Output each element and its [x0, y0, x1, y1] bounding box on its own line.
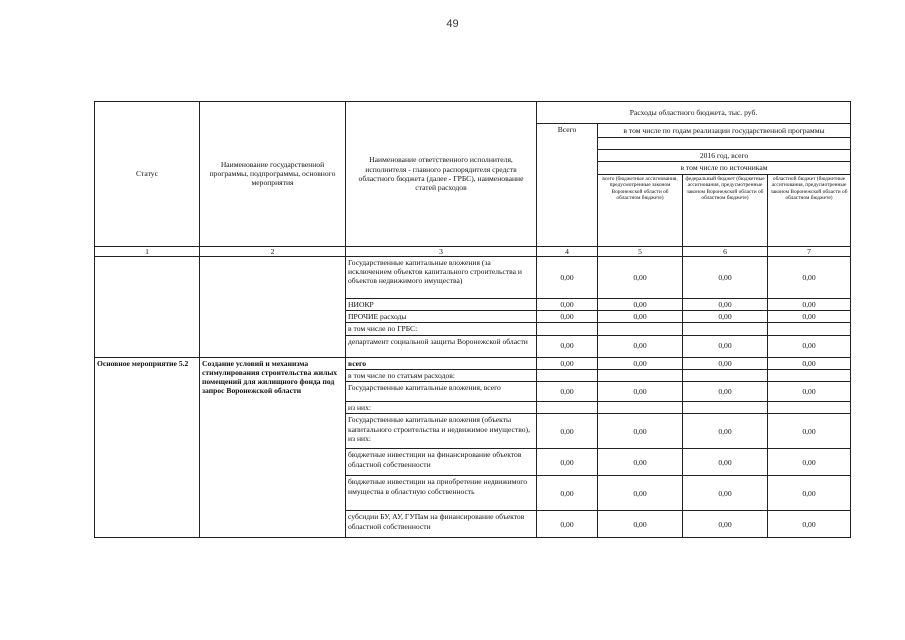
page-number: 49	[446, 18, 459, 30]
row-label: Государственные капитальные вложения (за исключением объектов капитального строительства и объектов недвижимого имущества)	[346, 256, 537, 298]
value-cell: 0,00	[598, 256, 683, 298]
row-label: из них:	[346, 402, 537, 414]
table-row	[95, 357, 851, 369]
header-source-oblast: областной бюджет (бюджетные ассигнования, предусмотренные законом Воронежской области об областном бюджете)	[768, 174, 851, 246]
value-cell: 0,00	[768, 357, 851, 369]
value-cell	[598, 323, 683, 335]
value-cell	[683, 369, 768, 381]
value-cell	[598, 402, 683, 414]
value-cell: 0,00	[768, 298, 851, 310]
value-cell: 0,00	[683, 311, 768, 323]
value-cell: 0,00	[537, 511, 598, 538]
status-cell-empty	[95, 256, 200, 357]
value-cell: 0,00	[768, 414, 851, 449]
header-program: Наименование государственной программы, подпрограммы, основного мероприятия	[200, 102, 346, 247]
value-cell: 0,00	[598, 357, 683, 369]
column-number: 5	[598, 246, 683, 256]
value-cell: 0,00	[683, 382, 768, 402]
header-year: 2016 год, всего	[598, 150, 851, 162]
row-label: бюджетные инвестиции на финансирование объектов областной собственности	[346, 449, 537, 476]
value-cell: 0,00	[598, 382, 683, 402]
value-cell: 0,00	[768, 256, 851, 298]
row-label: в том числе по статьям расходов:	[346, 369, 537, 381]
status-cell: Основное мероприятие 5.2	[95, 357, 200, 538]
value-cell	[683, 402, 768, 414]
header-status: Статус	[95, 102, 200, 247]
value-cell: 0,00	[537, 414, 598, 449]
row-label: всего	[346, 357, 537, 369]
value-cell	[768, 402, 851, 414]
value-cell: 0,00	[768, 382, 851, 402]
value-cell: 0,00	[598, 414, 683, 449]
value-cell: 0,00	[768, 311, 851, 323]
value-cell	[537, 369, 598, 381]
column-number: 2	[200, 246, 346, 256]
value-cell: 0,00	[537, 256, 598, 298]
header-source-total: всего (бюджетные ассигнования, предусмотренные законом Воронежской области об областном бюджете)	[598, 174, 683, 246]
value-cell: 0,00	[683, 256, 768, 298]
value-cell: 0,00	[598, 476, 683, 511]
value-cell: 0,00	[683, 476, 768, 511]
column-number: 7	[768, 246, 851, 256]
value-cell: 0,00	[537, 298, 598, 310]
value-cell	[537, 402, 598, 414]
value-cell	[768, 369, 851, 381]
row-label: в том числе по ГРБС:	[346, 323, 537, 335]
value-cell: 0,00	[598, 449, 683, 476]
header-source-federal: федеральный бюджет (бюджетные ассигнования, предусмотренные законом Воронежской области об областном бюджете)	[683, 174, 768, 246]
value-cell: 0,00	[683, 335, 768, 357]
value-cell	[683, 323, 768, 335]
value-cell	[537, 323, 598, 335]
row-label: Государственные капитальные вложения, всего	[346, 382, 537, 402]
value-cell: 0,00	[768, 511, 851, 538]
value-cell: 0,00	[683, 449, 768, 476]
value-cell	[598, 369, 683, 381]
value-cell: 0,00	[598, 311, 683, 323]
value-cell: 0,00	[537, 382, 598, 402]
value-cell	[768, 323, 851, 335]
value-cell: 0,00	[683, 414, 768, 449]
row-label: департамент социальной защиты Воронежской области	[346, 335, 537, 357]
header-executor: Наименование ответственного исполнителя, исполнителя - главного распорядителя средств областного бюджета (далее - ГРБС), наименование статей расходов	[346, 102, 537, 247]
value-cell: 0,00	[537, 476, 598, 511]
row-label: НИОКР	[346, 298, 537, 310]
program-cell-empty	[200, 256, 346, 357]
header-spacer	[598, 138, 851, 150]
row-label: бюджетные инвестиции на приобретение недвижимого имущества в областную собственность	[346, 476, 537, 511]
value-cell: 0,00	[537, 357, 598, 369]
value-cell: 0,00	[537, 449, 598, 476]
row-label: субсидии БУ, АУ, ГУПам на финансирование объектов областной собственности	[346, 511, 537, 538]
header-total: Всего	[537, 124, 598, 247]
value-cell: 0,00	[598, 511, 683, 538]
header-expenses: Расходы областного бюджета, тыс. руб.	[537, 102, 851, 124]
value-cell: 0,00	[683, 298, 768, 310]
table-row	[95, 256, 851, 298]
header-by-years: в том числе по годам реализации государственной программы	[598, 124, 851, 138]
value-cell: 0,00	[683, 511, 768, 538]
column-number: 3	[346, 246, 537, 256]
header-by-sources: в том числе по источникам	[598, 162, 851, 174]
value-cell: 0,00	[683, 357, 768, 369]
value-cell: 0,00	[537, 335, 598, 357]
program-name-cell: Создание условий и механизма стимулирования строительства жилых помещений для жилищного фонда под запрос Воронежской области	[200, 357, 346, 538]
value-cell: 0,00	[768, 476, 851, 511]
value-cell: 0,00	[598, 335, 683, 357]
row-label: ПРОЧИЕ расходы	[346, 311, 537, 323]
value-cell: 0,00	[768, 449, 851, 476]
column-number: 1	[95, 246, 200, 256]
value-cell: 0,00	[598, 298, 683, 310]
value-cell: 0,00	[537, 311, 598, 323]
value-cell: 0,00	[768, 335, 851, 357]
row-label: Государственные капитальные вложения (объекты капитального строительства и недвижимое имущество), из них:	[346, 414, 537, 449]
column-number: 6	[683, 246, 768, 256]
budget-table	[94, 101, 851, 538]
column-number: 4	[537, 246, 598, 256]
